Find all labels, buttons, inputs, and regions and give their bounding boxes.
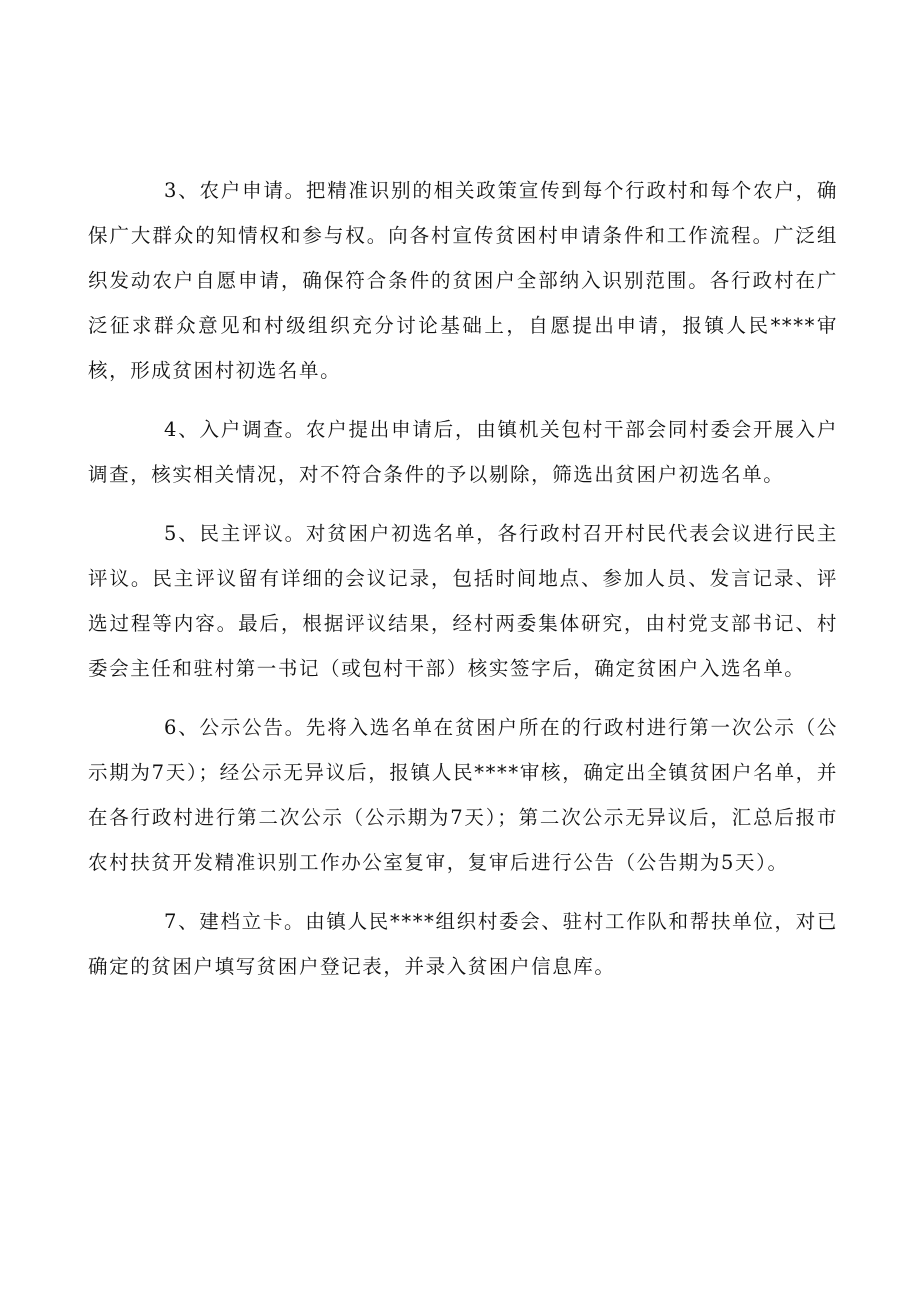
document-body [88,168,838,1003]
paragraph-democratic-review: 5、民主评议。对贫困户初选名单，各行政村召开村民代表会议进行民主评议。民主评议留有详细的会议记录，包括时间地点、参加人员、发言记录、评选过程等内容。最后，根据评议结果，经村两委集体研究，由村党支部书记、村委会主任和驻村第一书记（或包村干部）核实签字后，确定贫困户入选名单。 [88,522,838,680]
paragraph-file-registration: 7、建档立卡。由镇人民****组织村委会、驻村工作队和帮扶单位，对已确定的贫困户填写贫困户登记表，并录入贫困户信息库。 [88,910,838,978]
paragraph-public-notice: 6、公示公告。先将入选名单在贫困户所在的行政村进行第一次公示（公示期为7天）；经公示无异议后，报镇人民****审核，确定出全镇贫困户名单，并在各行政村进行第二次公示（公示期为7天）；第二次公示无异议后，汇总后报市农村扶贫开发精准识别工作办公室复审，复审后进行公告（公告期为5天）。 [88,716,838,874]
paragraph-farmer-application: 3、农户申请。把精准识别的相关政策宣传到每个行政村和每个农户，确保广大群众的知情权和参与权。向各村宣传贫困村申请条件和工作流程。广泛组织发动农户自愿申请，确保符合条件的贫困户全部纳入识别范围。各行政村在广泛征求群众意见和村级组织充分讨论基础上，自愿提出申请，报镇人民****审核，形成贫困村初选名单。 [88,179,838,382]
paragraph-household-survey: 4、入户调查。农户提出申请后，由镇机关包村干部会同村委会开展入户调查，核实相关情况，对不符合条件的予以剔除，筛选出贫困户初选名单。 [88,418,838,486]
